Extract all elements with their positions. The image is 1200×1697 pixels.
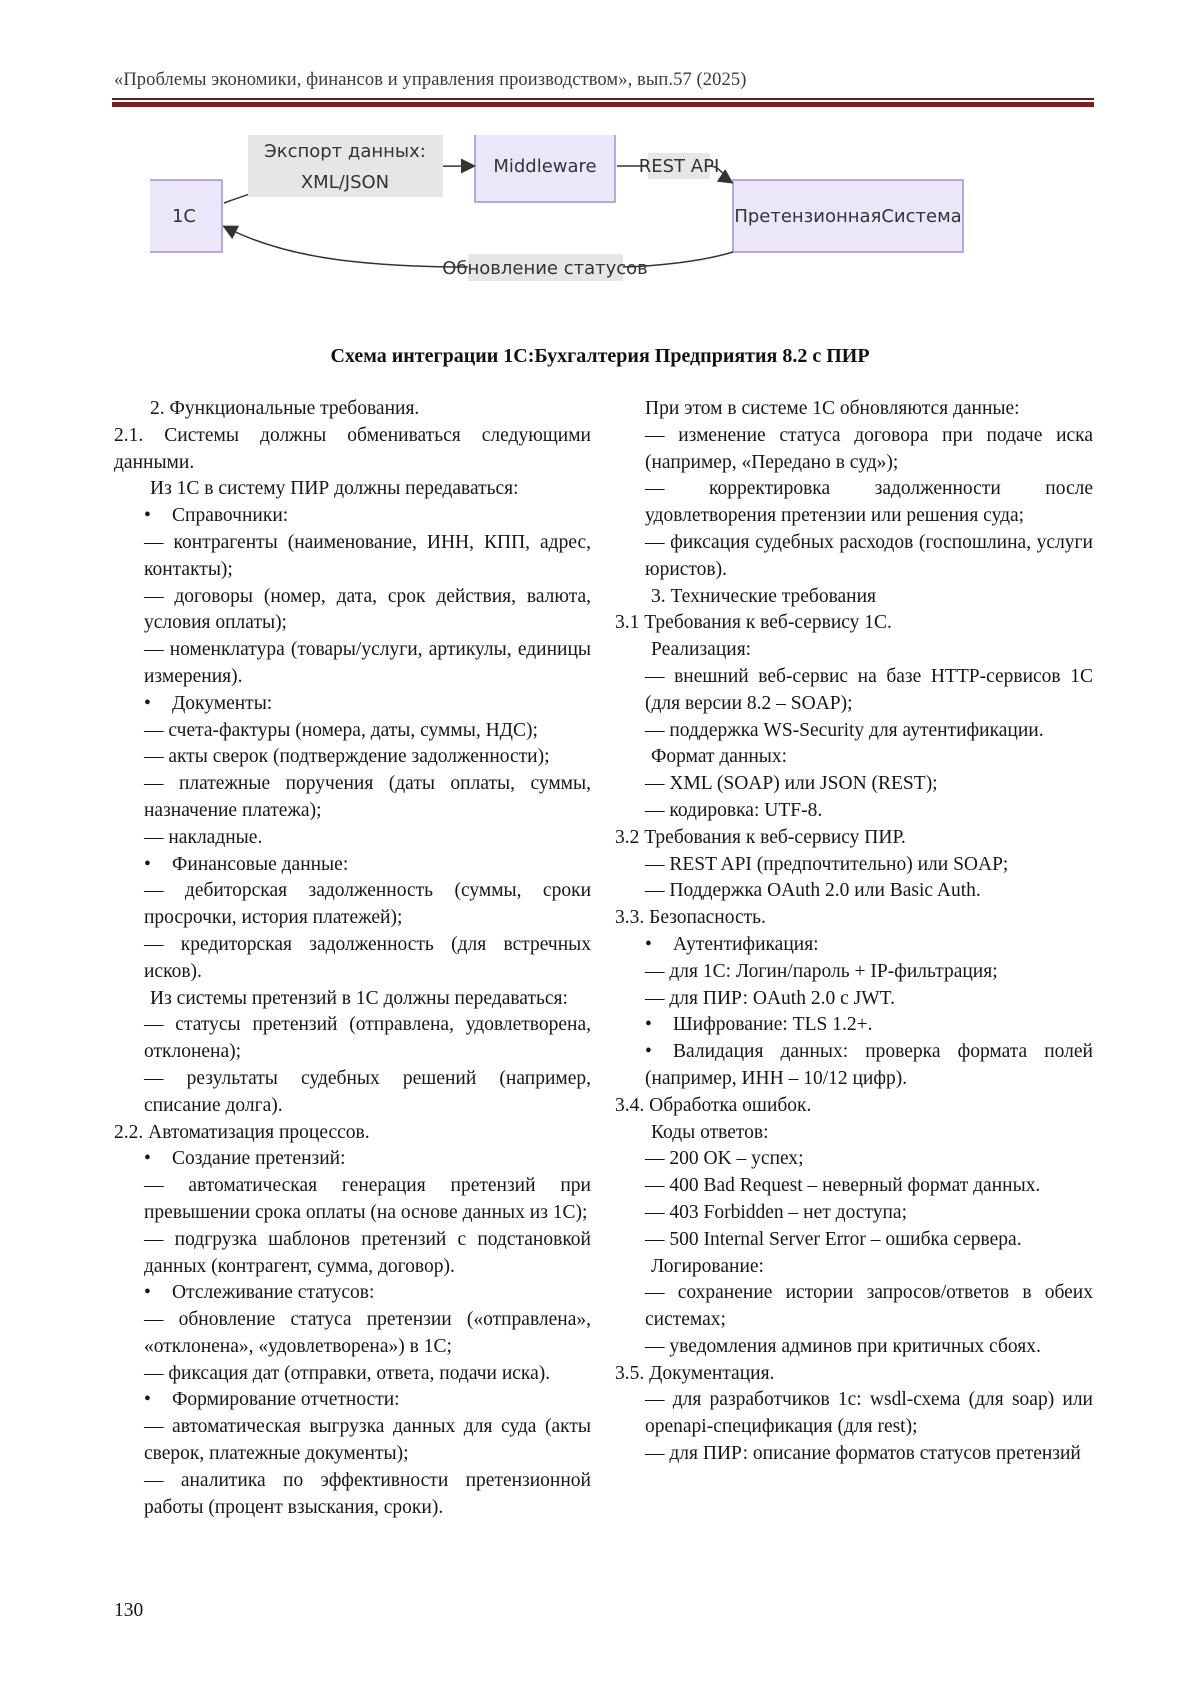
right-column-paragraph: — для разработчиков 1с: wsdl-схема (для soap) или openapi-спецификация (для rest); xyxy=(645,1389,1093,1438)
right-column-paragraph: — внешний веб-сервис на базе HTTP-сервисов 1С (для версии 8.2 – SOAP); xyxy=(645,665,1093,714)
left-column-paragraph: — аналитика по эффективности претензионной работы (процент взыскания, сроки). xyxy=(144,1469,591,1518)
right-column-paragraph: — 200 OK – успех; xyxy=(645,1148,804,1170)
left-column-paragraph: — номенклатура (товары/услуги, артикулы, единицы измерения). xyxy=(144,639,591,687)
right-column-paragraph: — Поддержка OAuth 2.0 или Basic Auth. xyxy=(645,880,981,902)
left-column-paragraph: 2.1. Системы должны обмениваться следующими данными. xyxy=(114,424,591,473)
left-column-paragraph: • Отслеживание статусов: xyxy=(114,1280,591,1307)
edge-status-label: Обновление статусов xyxy=(442,258,648,279)
right-column-paragraph: Формат данных: xyxy=(651,746,788,768)
right-column-paragraph: Коды ответов: xyxy=(651,1121,769,1143)
right-column-paragraph: — поддержка WS-Security для аутентификации. xyxy=(645,719,1044,741)
figure-caption: Схема интеграции 1С:Бухгалтерия Предприятия 8.2 с ПИР xyxy=(330,345,870,367)
running-header: «Проблемы экономики, финансов и управления производством», вып.57 (2025) xyxy=(114,70,747,90)
right-column-paragraph: 3.5. Документация. xyxy=(615,1362,775,1384)
left-column-paragraph: • Справочники: xyxy=(114,503,591,530)
left-column-paragraph: — накладные. xyxy=(144,826,263,848)
right-column-paragraph: 3.1 Требования к веб-сервису 1С. xyxy=(615,612,892,634)
right-column-paragraph: • Валидация данных: проверка формата полей (например, ИНН – 10/12 цифр). xyxy=(615,1039,1093,1093)
edge-export-label-1: Экспорт данных: xyxy=(264,141,426,162)
left-column-paragraph: — автоматическая генерация претензий при превышении срока оплаты (на основе данных из 1С); xyxy=(144,1175,591,1223)
left-column-paragraph: — контрагенты (наименование, ИНН, КПП, адрес, контакты); xyxy=(144,531,591,580)
left-column-paragraph: 2.2. Автоматизация процессов. xyxy=(114,1121,370,1143)
left-column-paragraph: — обновление статуса претензии («отправлена», «отклонена», «удовлетворена») в 1С; xyxy=(144,1309,591,1357)
integration-diagram xyxy=(150,135,1050,315)
edge-export-label-2: XML/JSON xyxy=(300,172,390,193)
left-column-paragraph: — кредиторская задолженность (для встречных исков). xyxy=(144,933,591,982)
right-column-paragraph: — сохранение истории запросов/ответов в обеих системах; xyxy=(645,1282,1093,1331)
left-column-paragraph: — статусы претензий (отправлена, удовлетворена, отклонена); xyxy=(144,1014,591,1063)
node-1c-label: 1С xyxy=(171,206,197,227)
left-column-paragraph: — счета-фактуры (номера, даты, суммы, НДС); xyxy=(144,719,538,741)
right-column-paragraph: При этом в системе 1С обновляются данные: xyxy=(645,398,1020,419)
left-column-paragraph: — дебиторская задолженность (суммы, сроки просрочки, история платежей); xyxy=(144,880,591,929)
left-column xyxy=(114,396,591,1521)
right-column-paragraph: Реализация: xyxy=(651,639,752,661)
right-column-paragraph: Логирование: xyxy=(651,1255,764,1277)
node-middleware-label: Middleware xyxy=(493,156,597,177)
left-column-paragraph: — результаты судебных решений (например, списание долга). xyxy=(144,1067,591,1116)
right-column xyxy=(615,396,1093,1468)
left-column-paragraph: • Формирование отчетности: xyxy=(114,1387,591,1414)
left-column-paragraph: — договоры (номер, дата, срок действия, валюта, условия оплаты); xyxy=(144,585,591,634)
right-column-paragraph: — корректировка задолженности после удовлетворения претензии или решения суда; xyxy=(645,478,1093,527)
left-column-paragraph: • Финансовые данные: xyxy=(114,852,591,879)
left-column-paragraph: Из системы претензий в 1С должны передаваться: xyxy=(150,987,568,1009)
left-column-paragraph: — акты сверок (подтверждение задолженности); xyxy=(144,746,550,768)
left-column-paragraph: Из 1С в систему ПИР должны передаваться: xyxy=(150,478,519,500)
right-column-paragraph: 3.2 Требования к веб-сервису ПИР. xyxy=(615,826,906,848)
page-number: 130 xyxy=(114,1600,144,1621)
right-column-paragraph: — XML (SOAP) или JSON (REST); xyxy=(645,773,938,795)
right-column-paragraph: 3.4. Обработка ошибок. xyxy=(615,1094,812,1116)
right-column-paragraph: — REST API (предпочтительно) или SOAP; xyxy=(645,853,1009,875)
node-pretsys-label: ПретензионнаяСистема xyxy=(734,206,962,227)
right-column-paragraph: • Аутентификация: xyxy=(615,932,1093,959)
right-column-paragraph: — для ПИР: описание форматов статусов претензий xyxy=(645,1443,1081,1465)
right-column-paragraph: — 400 Bad Request – неверный формат данных. xyxy=(645,1175,1041,1197)
left-column-paragraph: — автоматическая выгрузка данных для суда (акты сверок, платежные документы); xyxy=(144,1416,591,1465)
edge-rest-label: REST API xyxy=(638,156,720,177)
right-column-paragraph: 3. Технические требования xyxy=(651,585,877,607)
right-column-paragraph: — для ПИР: OAuth 2.0 с JWT. xyxy=(645,987,895,1009)
right-column-paragraph: — 403 Forbidden – нет доступа; xyxy=(645,1201,907,1223)
left-column-paragraph: — подгрузка шаблонов претензий с подстановкой данных (контрагент, сумма, договор). xyxy=(144,1228,591,1277)
left-column-paragraph: — фиксация дат (отправки, ответа, подачи иска). xyxy=(144,1362,551,1384)
right-column-paragraph: 3.3. Безопасность. xyxy=(615,907,766,929)
right-column-paragraph: — уведомления админов при критичных сбоях. xyxy=(645,1335,1041,1357)
left-column-paragraph: 2. Функциональные требования. xyxy=(150,398,420,419)
header-rule-thick xyxy=(112,102,1094,107)
right-column-paragraph: • Шифрование: TLS 1.2+. xyxy=(615,1012,1093,1039)
right-column-paragraph: — для 1С: Логин/пароль + IP-фильтрация; xyxy=(645,960,998,982)
right-column-paragraph: — кодировка: UTF-8. xyxy=(645,799,823,821)
right-column-paragraph: — изменение статуса договора при подаче иска (например, «Передано в суд»); xyxy=(645,424,1093,473)
left-column-paragraph: • Создание претензий: xyxy=(114,1146,591,1173)
right-column-paragraph: — фиксация судебных расходов (госпошлина, услуги юристов). xyxy=(645,531,1093,580)
left-column-paragraph: — платежные поручения (даты оплаты, суммы, назначение платежа); xyxy=(144,773,591,821)
right-column-paragraph: — 500 Internal Server Error – ошибка сервера. xyxy=(645,1228,1022,1250)
left-column-paragraph: • Документы: xyxy=(114,691,591,718)
header-rule-thin xyxy=(112,98,1094,100)
